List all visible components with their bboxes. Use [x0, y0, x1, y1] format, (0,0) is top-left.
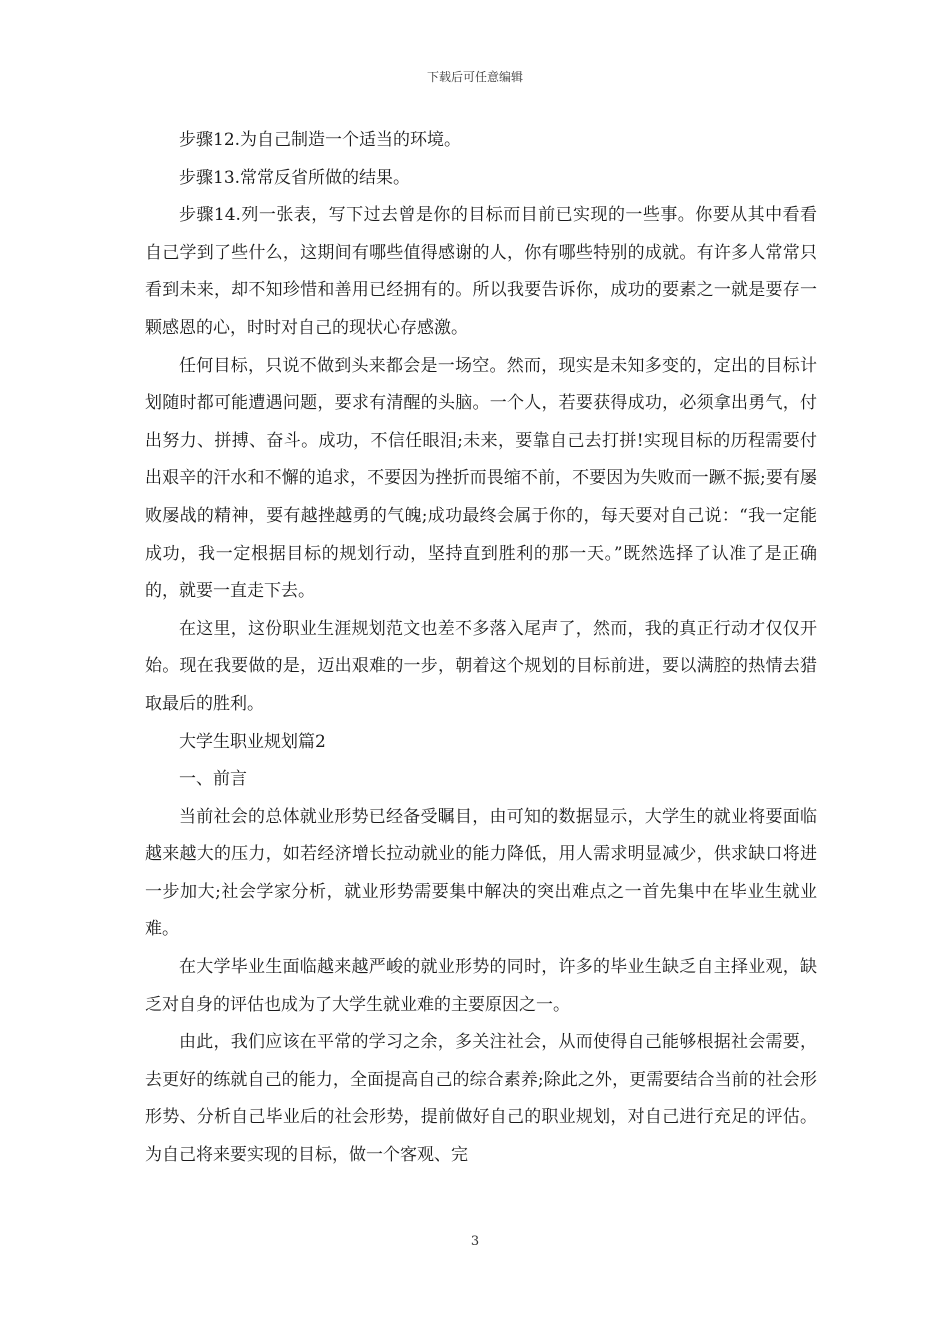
paragraph-conclusion: 在这里，这份职业生涯规划范文也差不多落入尾声了，然而，我的真正行动才仅仅开始。现在我要做的是，迈出艰难的一步，朝着这个规划的目标前进，要以满腔的热情去猎取最后的胜利。 [145, 618, 817, 714]
paragraph-step-14: 步骤14.列一张表，写下过去曾是你的目标而目前已实现的一些事。你要从其中看看自己学到了些什么，这期间有哪些值得感谢的人，你有哪些特别的成就。有许多人常常只看到未来，却不知珍惜和善用已经拥有的。所以我要告诉你，成功的要素之一就是要存一颗感恩的心，时时对自己的现状心存感激。 [145, 205, 817, 338]
section-heading-preface: 一、前言 [179, 769, 247, 790]
paragraph-step-13: 步骤13.常常反省所做的结果。 [179, 167, 411, 188]
paragraph-planning: 由此，我们应该在平常的学习之余，多关注社会，从而使得自己能够根据社会需要，去更好的练就自己的能力，全面提高自己的综合素养;除此之外，更需要结合当前的社会形形势、分析自己毕业后的社会形势，提前做好自己的职业规划，对自己进行充足的评估。为自己将来要实现的目标，做一个客观、完 [145, 1032, 817, 1166]
document-body [145, 122, 817, 1175]
paragraph-goals: 任何目标，只说不做到头来都会是一场空。然而，现实是未知多变的，定出的目标计划随时都可能遭遇问题，要求有清醒的头脑。一个人，若要获得成功，必须拿出勇气，付出努力、拼搏、奋斗。成功，不信任眼泪;未来，要靠自己去打拼!实现目标的历程需要付出艰辛的汗水和不懈的追求，不要因为挫折而畏缩不前，不要因为失败而一蹶不振;要有屡败屡战的精神，要有越挫越勇的气魄;成功最终会属于你的，每天要对自己说：“我一定能成功，我一定根据目标的规划行动，坚持直到胜利的那一天。”既然选择了认准了是正确的，就要一直走下去。 [145, 355, 817, 602]
paragraph-graduates: 在大学毕业生面临越来越严峻的就业形势的同时，许多的毕业生缺乏自主择业观，缺乏对自身的评估也成为了大学生就业难的主要原因之一。 [145, 957, 817, 1015]
page-number: 3 [470, 1234, 480, 1249]
page-header: 下载后可任意编辑 [426, 70, 523, 84]
paragraph-employment-situation: 当前社会的总体就业形势已经备受瞩目，由可知的数据显示，大学生的就业将要面临越来越大的压力，如若经济增长拉动就业的能力降低，用人需求明显减少，供求缺口将进一步加大;社会学家分析，就业形势需要集中解决的突出难点之一首先集中在毕业生就业难。 [145, 806, 817, 940]
paragraph-step-12: 步骤12.为自己制造一个适当的环境。 [179, 130, 462, 150]
section-title: 大学生职业规划篇2 [179, 731, 326, 752]
